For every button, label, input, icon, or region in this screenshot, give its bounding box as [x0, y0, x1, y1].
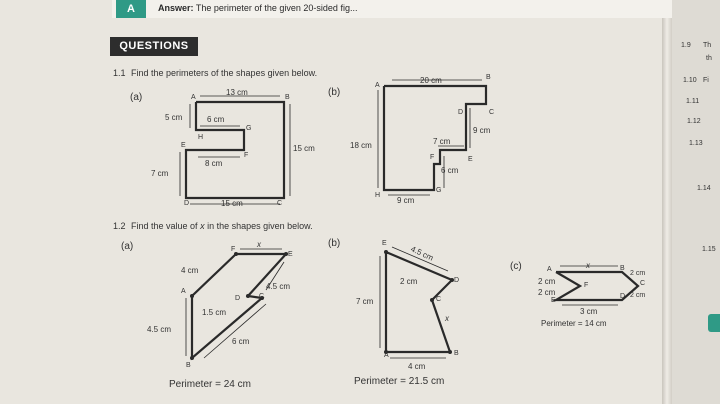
q2a-dim-4cm: 4 cm: [181, 266, 199, 275]
right-item-1-11: 1.11: [686, 98, 700, 105]
q1a-point-C: C: [277, 200, 283, 207]
questions-heading: QUESTIONS: [110, 37, 198, 56]
q2b-dim-2cm: 2 cm: [400, 277, 418, 286]
q2c-dim-left-lower: 2 cm: [538, 288, 556, 297]
q2-text-before: Find the value of: [131, 221, 198, 231]
q2c-label: (c): [510, 261, 522, 272]
q2c-point-F: F: [584, 282, 589, 289]
q1b-dim-step: 7 cm: [433, 137, 451, 146]
q1b-point-A: A: [375, 82, 380, 89]
q1a-point-A: A: [191, 94, 196, 101]
q2b-label: (b): [328, 238, 341, 249]
q2b-shape: [386, 252, 452, 352]
q1-text: Find the perimeters of the shapes given below.: [131, 68, 318, 78]
q2c-point-C: C: [640, 280, 646, 287]
q2c-shape: [556, 272, 638, 300]
q2c-dim-bottom: 3 cm: [580, 307, 598, 316]
q1b-point-B: B: [486, 74, 491, 81]
q2b-dim-7cm: 7 cm: [356, 297, 374, 306]
q1a-label: (a): [130, 92, 143, 103]
q1a-point-B: B: [285, 94, 290, 101]
q2a-point-A: A: [181, 288, 186, 295]
q2b-perimeter: Perimeter = 21.5 cm: [354, 376, 445, 387]
q1a-dim-right: 15 cm: [293, 144, 315, 153]
q2-text: [131, 221, 313, 231]
section-tab: A: [116, 0, 146, 18]
right-item-1-9: 1.9: [681, 42, 691, 49]
q1b-dim-left: 18 cm: [350, 141, 372, 150]
q1b-label: (b): [328, 87, 341, 98]
q1a-dim-bottom: 15 cm: [221, 199, 243, 208]
q2a-label: (a): [121, 241, 134, 252]
q2c-point-D: D: [620, 293, 626, 300]
q2a-point-B: B: [186, 362, 191, 369]
q2-text-after: in the shapes given below.: [207, 221, 313, 231]
q2b-dim-4-5: 4.5 cm: [409, 244, 435, 263]
dimension-arrows: [180, 80, 618, 358]
q1b-dim-lower: 6 cm: [441, 166, 459, 175]
q2a-perimeter: Perimeter = 24 cm: [169, 379, 251, 390]
q1b-point-D: D: [458, 109, 464, 116]
q1a-dim-left-upper: 5 cm: [165, 113, 183, 122]
q2-variable: x: [200, 221, 205, 231]
q2c-dim-left-upper: 2 cm: [538, 277, 556, 286]
q2c-point-A: A: [547, 266, 552, 273]
q2a-point-F: F: [231, 246, 236, 253]
q2c-perimeter: Perimeter = 14 cm: [541, 319, 607, 328]
q2a-dim-1-5: 1.5 cm: [202, 308, 227, 317]
q1b-dim-right: 9 cm: [473, 126, 491, 135]
q2a-dim-6cm: 6 cm: [232, 337, 250, 346]
point-dots: [190, 250, 454, 360]
q1b-dim-top: 20 cm: [420, 76, 442, 85]
q1a-point-H: H: [198, 134, 204, 141]
q1a-point-F: F: [244, 152, 249, 159]
right-item-1-13: 1.13: [689, 140, 703, 147]
right-item-1-12: 1.12: [687, 118, 701, 125]
q1a-point-E: E: [181, 142, 186, 149]
right-item-1-14: 1.14: [697, 185, 711, 192]
right-fragment-fi: Fi: [703, 77, 709, 84]
q2a-dim-4-5-left: 4.5 cm: [147, 325, 172, 334]
q2c-dim-right-upper: 2 cm: [630, 270, 646, 277]
q1b-point-F: F: [430, 154, 435, 161]
right-page-tab: [708, 314, 720, 332]
q2c-dim-right-lower: 2 cm: [630, 292, 646, 299]
right-fragment-th2: th: [706, 55, 712, 62]
q2a-point-C: C: [259, 293, 265, 300]
q2c-point-E: E: [551, 297, 556, 304]
q2b-dim-4cm: 4 cm: [408, 362, 426, 371]
q1a-dim-inner-top: 6 cm: [207, 115, 225, 124]
q2b-point-B: B: [454, 350, 459, 357]
q2a-point-E: E: [288, 251, 293, 258]
q2a-dim-4-5-right: 4.5 cm: [266, 282, 291, 291]
q1a-shape: [186, 102, 284, 198]
q2-number: 1.2: [113, 221, 126, 231]
q1b-point-E: E: [468, 156, 473, 163]
answer-text: The perimeter of the given 20-sided fig...: [195, 3, 358, 13]
q2c-point-B: B: [620, 265, 625, 272]
right-item-1-15: 1.15: [702, 246, 716, 253]
q1b-dim-bottom: 9 cm: [397, 196, 415, 205]
q2a-point-D: D: [235, 295, 241, 302]
q2b-point-D: D: [454, 277, 460, 284]
q1b-point-H: H: [375, 192, 381, 199]
right-fragment-th: Th: [703, 42, 712, 49]
q1a-dim-left-lower: 7 cm: [151, 169, 169, 178]
q1a-dim-top: 13 cm: [226, 88, 248, 97]
q1a-dim-inner-bottom: 8 cm: [205, 159, 223, 168]
q1b-point-C: C: [489, 109, 495, 116]
q2b-point-A: A: [384, 352, 389, 359]
q1a-point-G: G: [246, 125, 252, 132]
answer-label: Answer:: [158, 3, 194, 13]
q2a-dim-x: x: [257, 240, 261, 249]
right-item-1-10: 1.10: [683, 77, 697, 84]
q2b-point-E: E: [382, 240, 387, 247]
q1-number: 1.1: [113, 68, 126, 78]
q1a-point-D: D: [184, 200, 190, 207]
q2b-dim-x: x: [445, 314, 449, 323]
q1b-point-G: G: [436, 187, 442, 194]
q2b-point-C: C: [436, 296, 442, 303]
q2c-dim-x: x: [586, 261, 590, 270]
